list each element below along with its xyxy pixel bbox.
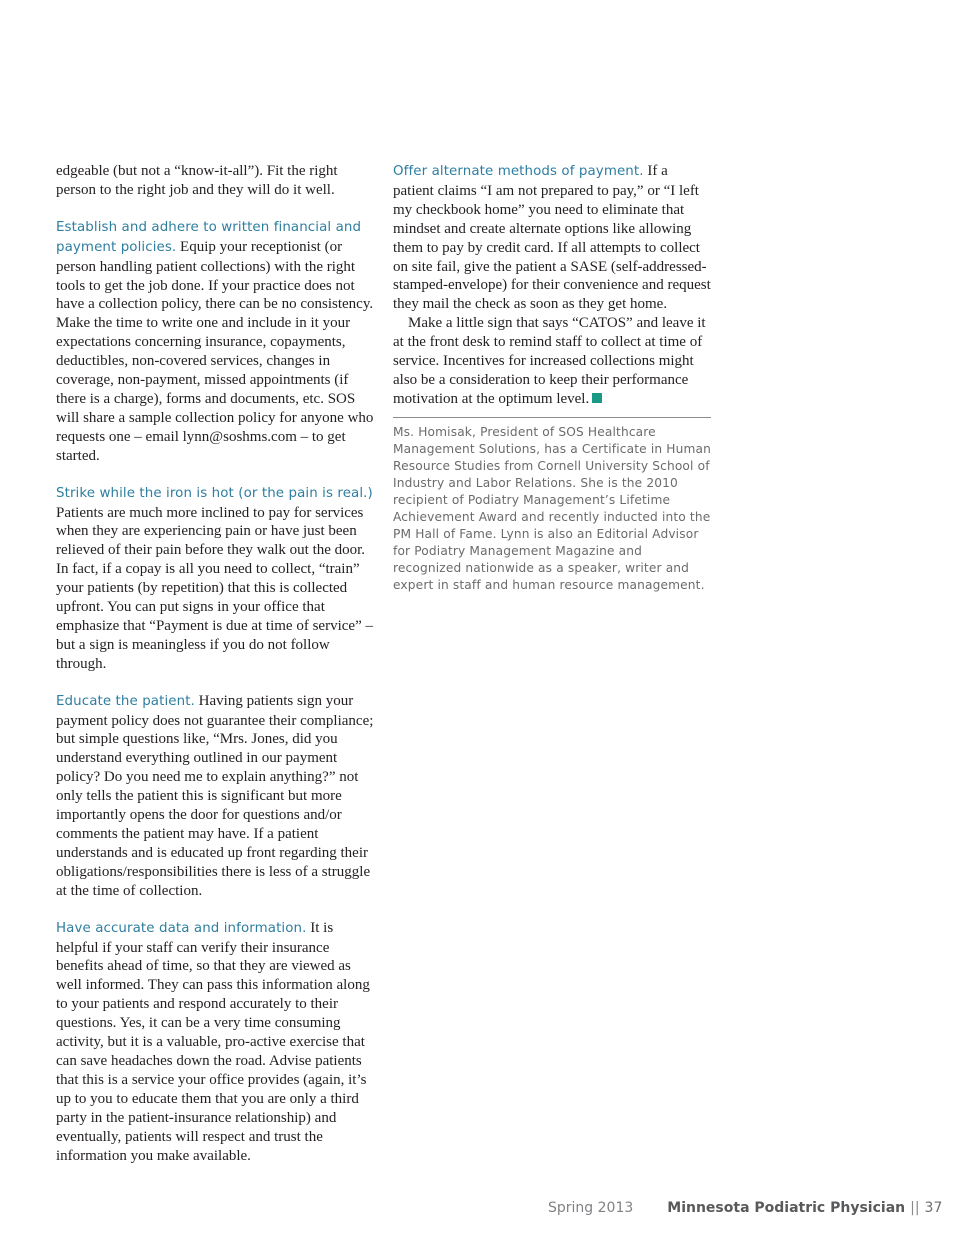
heading-accurate-data: Have accurate data and information.	[56, 920, 307, 936]
bio-divider	[393, 417, 711, 418]
paragraph-intro: edgeable (but not a “know-it-all”). Fit the right person to the right job and they will do it well.	[56, 163, 338, 198]
paragraph-accurate-data: Have accurate data and information. It is helpful if your staff can verify their insurance benefits ahead of time, so that they are viewed as well informed. They can pass this information along to your patients and respond accurately to their questions. Yes, it can be a very time consuming activity, but it is a valuable, pro-active exercise that can save headaches down the road. Advise patients that this is a service your office provides (again, it’s up to you to educate them that you are only a third party in the patient-insurance relationship) and eventually, patients will respect and trust the information you make available.	[56, 919, 370, 1164]
author-bio: Ms. Homisak, President of SOS Healthcare Management Solutions, has a Certificate in Human Resource Studies from Cornell University School of Industry and Labor Relations. She is the 2010 recipient of Podiatry Management’s Lifetime Achievement Award and recently inducted into the PM Hall of Fame. Lynn is also an Editorial Advisor for Podiatry Management Magazine and recognized nationwide as a speaker, writer and expert in staff and human resource management.	[393, 424, 711, 592]
paragraph-financial-policies: Establish and adhere to written financial and payment policies. Equip your receptionist (or person handling patient collections) with the right tools to get the job done. If your practice does not have a collection policy, there can be no consistency. Make the time to write one and include in it your expectations concerning insurance, copayments, deductibles, non-covered services, changes in coverage, non-payment, missed appointments (if there is a charge), forms and documents, etc. SOS will share a sample collection policy for anyone who requests one – email lynn@soshms.com – to get started.	[56, 219, 374, 464]
right-column	[393, 162, 711, 594]
paragraph-educate-patient: Educate the patient. Having patients sign your payment policy does not guarantee their compliance; but simple questions like, “Mrs. Jones, did you understand everything outlined in our payment policy? Do you need me to explain anything?” not only tells the patient this is significant but more importantly opens the door for questions and/or comments the patient may have. If a patient understands and is educated up front regarding their obligations/responsibilities there is less of a struggle at the time of collection.	[56, 692, 374, 899]
paragraph-strike-while-hot: Strike while the iron is hot (or the pain is real.) Patients are much more inclined to pay for services when they are experiencing pain or have just been relieved of their pain before they walk out the door. In fact, if a copay is all you need to collect, “train” your patients (by repetition) that this is collected upfront. You can put signs in your office that emphasize that “Payment is due at time of service” – but a sign is meaningless if you do not follow through.	[56, 485, 373, 672]
end-of-article-icon	[592, 393, 602, 403]
paragraph-alternate-payment: Offer alternate methods of payment. If a patient claims “I am not prepared to pay,” or “I left my checkbook home” you need to eliminate that mindset and create alternate options like allowing them to pay by credit card. If all attempts to collect on site fail, give the patient a SASE (self-addressed-stamped-envelope) for their convenience and request they mail the check as soon as they get home.	[393, 163, 711, 313]
heading-educate-patient: Educate the patient.	[56, 693, 195, 709]
page-number: 37	[924, 1200, 943, 1216]
heading-alternate-payment: Offer alternate methods of payment.	[393, 164, 644, 179]
footer-separator: ||	[910, 1200, 920, 1216]
paragraph-catos-sign: Make a little sign that says “CATOS” and leave it at the front desk to remind staff to collect at time of service. Incentives for increased collections might also be a consideration to keep their performance motivation at the optimum level.	[393, 315, 706, 407]
left-column	[56, 162, 376, 1165]
heading-financial-policies: Establish and adhere to written financial and payment policies.	[56, 219, 362, 255]
heading-strike-while-hot: Strike while the iron is hot (or the pain is real.)	[56, 485, 373, 501]
page-footer	[548, 1200, 943, 1216]
magazine-title: Minnesota Podiatric Physician	[667, 1200, 906, 1216]
issue-season: Spring 2013	[548, 1200, 634, 1216]
